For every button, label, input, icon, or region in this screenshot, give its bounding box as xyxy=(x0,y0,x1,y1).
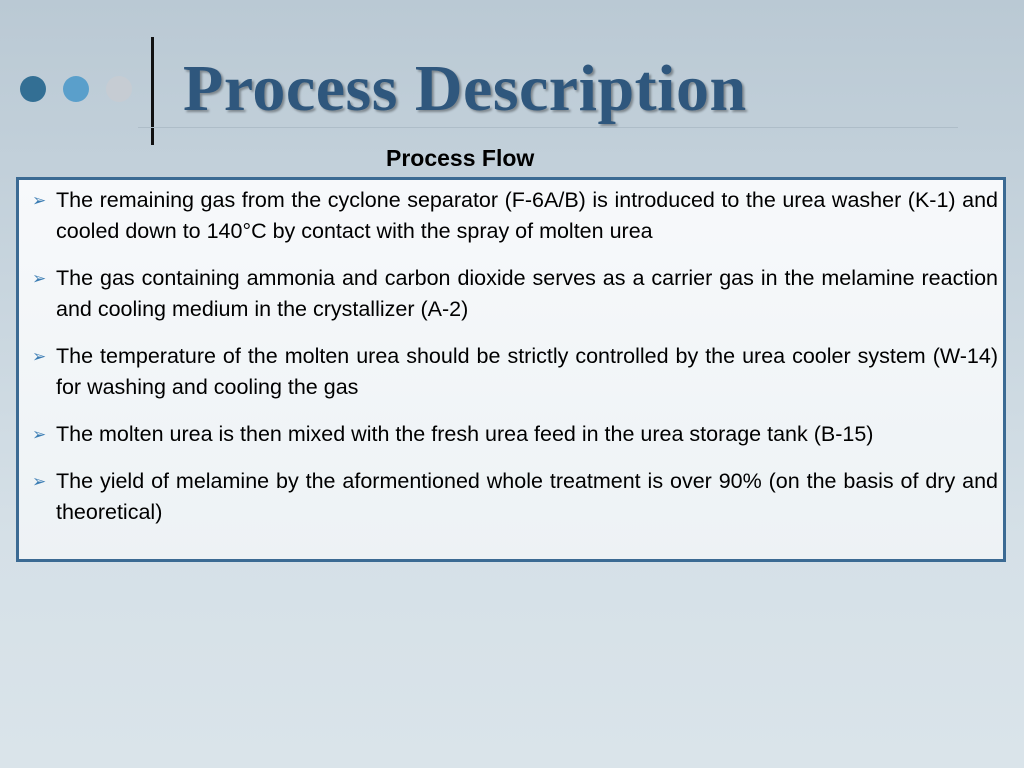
bullet-item xyxy=(29,341,998,403)
dark-circle-dot-icon xyxy=(20,76,46,102)
grey-circle-dot-icon xyxy=(106,76,132,102)
bullet-text: The gas containing ammonia and carbon dioxide serves as a carrier gas in the melamine reaction and cooling medium in the crystallizer (A-2) xyxy=(56,266,998,321)
bullet-text: The molten urea is then mixed with the fresh urea feed in the urea storage tank (B-15) xyxy=(56,422,874,446)
arrow-bullet-icon: ➢ xyxy=(32,472,47,491)
arrow-bullet-icon: ➢ xyxy=(32,425,47,444)
content-box xyxy=(16,177,1006,562)
arrow-bullet-icon: ➢ xyxy=(32,191,47,210)
bullet-text: The remaining gas from the cyclone separator (F-6A/B) is introduced to the urea washer (K-1) and cooled down to 140°C by contact with the spray of molten urea xyxy=(56,188,998,243)
bullet-list xyxy=(29,185,998,544)
bullet-item xyxy=(29,263,998,325)
arrow-bullet-icon: ➢ xyxy=(32,269,47,288)
bullet-item xyxy=(29,466,998,528)
bullet-item xyxy=(29,419,998,450)
slide-title: Process Description xyxy=(183,52,747,125)
arrow-bullet-icon: ➢ xyxy=(32,347,47,366)
bullet-text: The yield of melamine by the aformentioned whole treatment is over 90% (on the basis of dry and theoretical) xyxy=(56,469,998,524)
slide-subtitle: Process Flow xyxy=(386,145,535,171)
bullet-item xyxy=(29,185,998,247)
bullet-text: The temperature of the molten urea should be strictly controlled by the urea cooler system (W-14) for washing and cooling the gas xyxy=(56,344,998,399)
title-vertical-divider xyxy=(151,37,154,145)
blue-circle-dot-icon xyxy=(63,76,89,102)
